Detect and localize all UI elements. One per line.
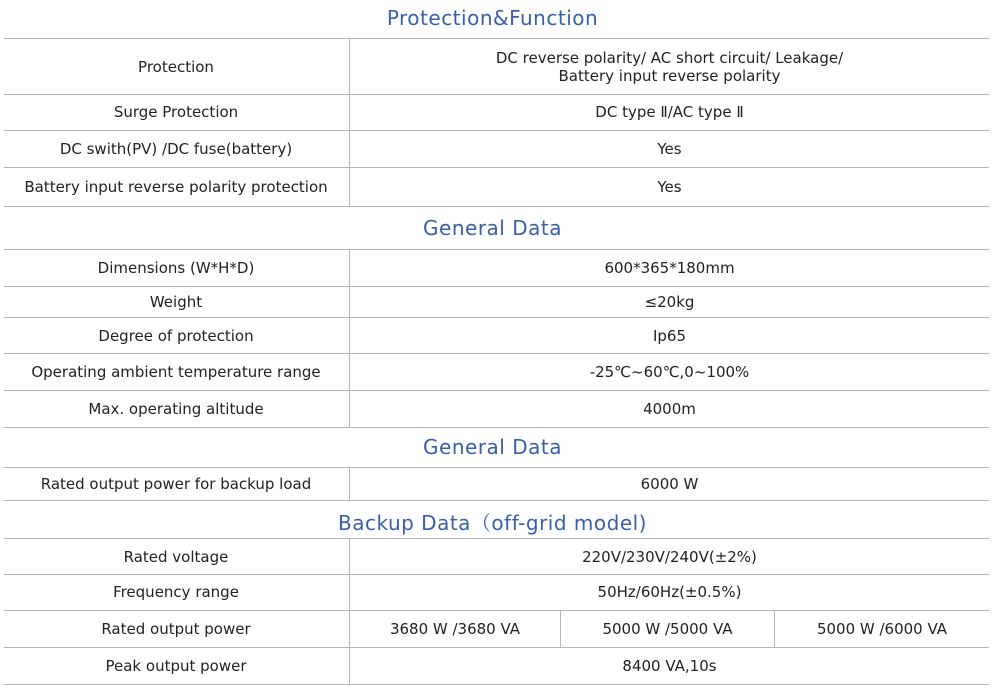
row-value: ≤20kg — [349, 286, 989, 317]
row-label: Surge Protection — [113, 103, 239, 121]
row-label: Rated voltage — [123, 547, 229, 566]
row-label: Peak output power — [105, 657, 247, 675]
row-value: 600*365*180mm — [349, 250, 989, 286]
table-row — [4, 94, 989, 131]
row-value: 4000m — [349, 391, 989, 427]
row-label: Rated output power for backup load — [40, 475, 312, 493]
table-row — [4, 38, 989, 95]
row-label: DC swith(PV) /DC fuse(battery) — [59, 140, 293, 158]
table-row — [4, 354, 989, 391]
row-value: 8400 VA,10s — [349, 648, 989, 684]
table-row — [4, 318, 989, 354]
table-row — [4, 286, 989, 318]
row-label: Degree of protection — [98, 326, 254, 345]
row-value-model-2: 5000 W /5000 VA — [560, 611, 774, 647]
row-label: Battery input reverse polarity protection — [24, 178, 328, 196]
row-label: Max. operating altitude — [88, 400, 264, 418]
row-value: Yes — [349, 131, 989, 167]
row-value: 220V/230V/240V(±2%) — [349, 539, 989, 574]
row-value: DC type Ⅱ/AC type Ⅱ — [349, 94, 989, 130]
row-value-model-3: 5000 W /6000 VA — [774, 611, 989, 647]
section-title-general-data: General Data — [423, 216, 562, 240]
section-title-protection-function: Protection&Function — [386, 6, 599, 30]
table-row — [4, 611, 989, 648]
row-label: Operating ambient temperature range — [31, 363, 321, 381]
table-row — [4, 648, 989, 685]
row-label: Protection — [138, 57, 214, 76]
row-label: Weight — [149, 292, 203, 311]
row-value: -25℃~60℃,0~100% — [349, 354, 989, 390]
row-label: Rated output power — [101, 620, 251, 638]
row-value-model-1: 3680 W /3680 VA — [349, 611, 560, 647]
row-value: DC reverse polarity/ AC short circuit/ Leakage/ Battery input reverse polarity — [349, 39, 989, 94]
row-value: 6000 W — [349, 468, 989, 500]
table-row — [4, 467, 989, 501]
section-title-backup-data: Backup Data（off-grid model) — [338, 511, 647, 535]
row-value: Yes — [349, 168, 989, 206]
row-value: 50Hz/60Hz(±0.5%) — [349, 574, 989, 610]
table-row — [4, 168, 989, 207]
section-title-general-data: General Data — [423, 435, 562, 459]
row-label: Dimensions (W*H*D) — [97, 259, 255, 277]
row-label: Frequency range — [113, 583, 239, 601]
table-row — [4, 538, 989, 575]
table-row — [4, 391, 989, 428]
row-value: Ip65 — [349, 318, 989, 353]
table-row — [4, 574, 989, 611]
table-row — [4, 249, 989, 287]
table-row — [4, 131, 989, 168]
